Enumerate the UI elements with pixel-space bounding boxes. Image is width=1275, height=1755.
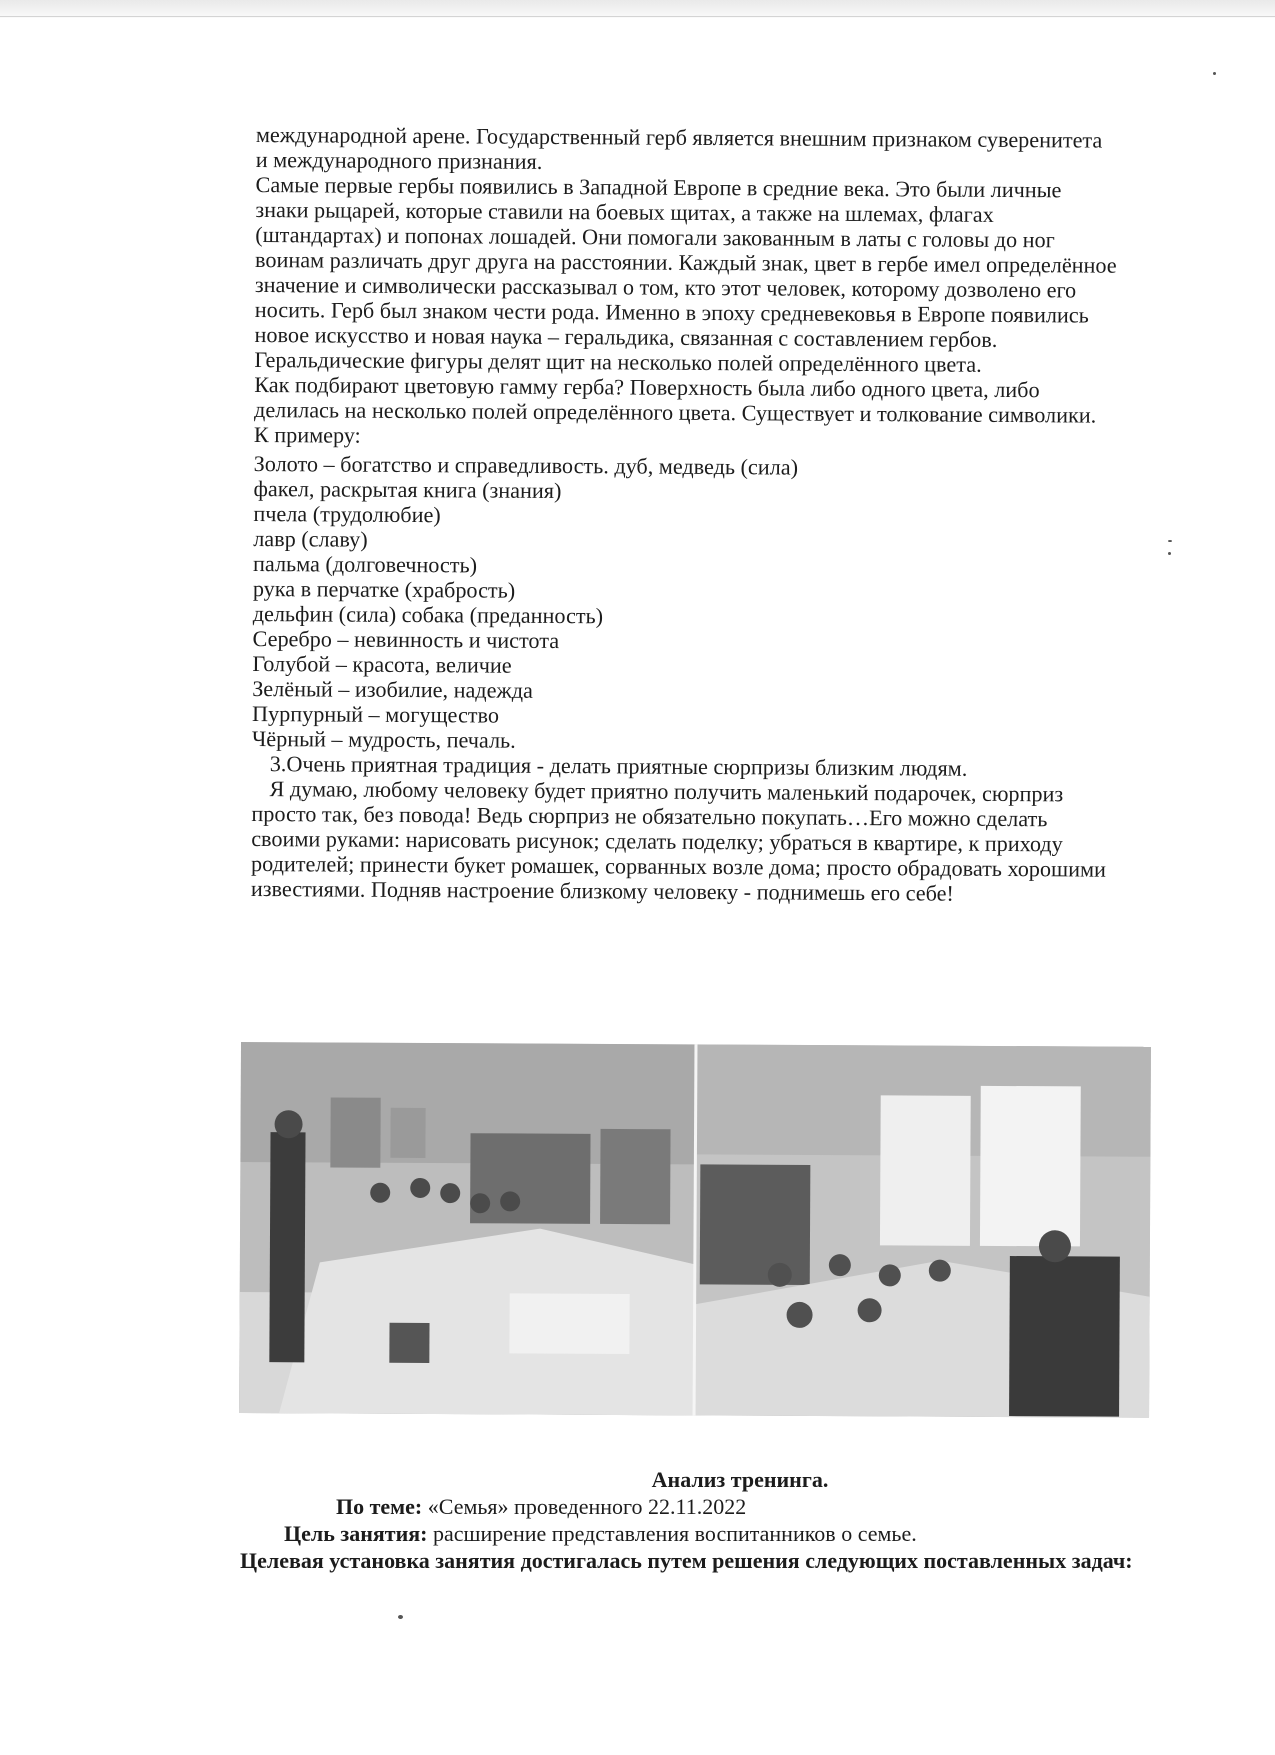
text-line: и международного признания. bbox=[255, 146, 543, 174]
symbol-line: Голубой – красота, величие bbox=[252, 650, 512, 678]
surprise-line: родителей; принести букет ромашек, сорванных возле дома; просто обрадовать хорошими bbox=[250, 850, 1107, 882]
topic-label: По теме: bbox=[336, 1494, 423, 1519]
symbol-line: Чёрный – мудрость, печаль. bbox=[251, 725, 516, 753]
text-line: знаки рыцарей, которые ставили на боевых щитах, а также на шлемах, флагах bbox=[255, 196, 994, 227]
text-line: Геральдические фигуры делят щит на несколько полей определённого цвета. bbox=[254, 346, 982, 377]
topic-value: «Семья» проведенного 22.11.2022 bbox=[422, 1494, 747, 1519]
text-line: Самые первые гербы появились в Западной Европе в средние века. Это были личные bbox=[255, 171, 1062, 203]
goal-label: Цель занятия: bbox=[284, 1521, 428, 1546]
symbol-line: Пурпурный – могущество bbox=[251, 700, 500, 728]
symbol-line: рука в перчатке (храбрость) bbox=[252, 575, 516, 603]
surprise-line: просто так, без повода! Ведь сюрприз не обязательно покупать…Его можно сделать bbox=[251, 800, 1048, 832]
scan-speck bbox=[1168, 540, 1172, 542]
text-line: новое искусство и новая наука – геральдика, связанная с составлением гербов. bbox=[254, 321, 998, 352]
scan-edge-line bbox=[0, 16, 1275, 17]
symbol-line: Зелёный – изобилие, надежда bbox=[252, 675, 534, 703]
symbol-line: лавр (славу) bbox=[253, 525, 368, 552]
symbol-line: пчела (трудолюбие) bbox=[253, 500, 441, 528]
goal-value: расширение представления воспитанников о семье. bbox=[427, 1521, 917, 1546]
surprise-line: Я думаю, любому человеку будет приятно получить маленький подарочек, сюрприз bbox=[269, 776, 1064, 807]
scan-speck bbox=[398, 1615, 403, 1619]
text-line: (штандартах) и попонах лошадей. Они помогали закованным в латы с головы до ног bbox=[255, 221, 1055, 253]
scan-speck bbox=[1213, 72, 1216, 75]
symbol-line: факел, раскрытая книга (знания) bbox=[253, 475, 562, 504]
symbol-line: дельфин (сила) собака (преданность) bbox=[252, 600, 604, 629]
text-line: значение и символически рассказывал о том, кто этот человек, которому дозволено его bbox=[254, 271, 1077, 303]
analysis-title: Анализ тренинга. bbox=[651, 1467, 829, 1492]
classroom-photo bbox=[239, 1042, 1151, 1418]
symbol-line: Золото – богатство и справедливость. дуб, медведь (сила) bbox=[253, 450, 799, 480]
analysis-goal bbox=[240, 1520, 1240, 1547]
text-line: К примеру: bbox=[253, 421, 361, 448]
symbol-line: Серебро – невинность и чистота bbox=[252, 625, 560, 654]
surprise-line: известиями. Подняв настроение близкому человеку - поднимешь его себе! bbox=[250, 875, 954, 906]
surprise-line: своими руками: нарисовать рисунок; сделать поделку; убраться в квартире, к приходу bbox=[251, 825, 1063, 857]
text-line: носить. Герб был знаком чести рода. Именно в эпоху средневековья в Европе появились bbox=[254, 296, 1089, 328]
classroom-photo-image bbox=[239, 1042, 1151, 1418]
tradition-line: 3.Очень приятная традиция - делать приятные сюрпризы близким людям. bbox=[269, 751, 968, 781]
scan-speck bbox=[1168, 552, 1171, 555]
symbol-line: пальма (долговечность) bbox=[252, 550, 478, 578]
main-text bbox=[251, 122, 1236, 907]
analysis-aim: Целевая установка занятия достигалась путем решения следующих поставленных задач: bbox=[240, 1548, 1133, 1573]
text-line: делилась на несколько полей определённого цвета. Существует и толкование символики. bbox=[254, 396, 1097, 428]
text-line: воинам различать друг друга на расстоянии. Каждый знак, цвет в гербе имел определённое bbox=[255, 246, 1117, 278]
text-line: международной арене. Государственный герб является внешним признаком суверенитета bbox=[255, 122, 1103, 153]
analysis-section bbox=[240, 1466, 1240, 1574]
analysis-topic bbox=[240, 1493, 1240, 1520]
text-line: Как подбирают цветовую гамму герба? Поверхность была либо одного цвета, либо bbox=[254, 371, 1040, 403]
